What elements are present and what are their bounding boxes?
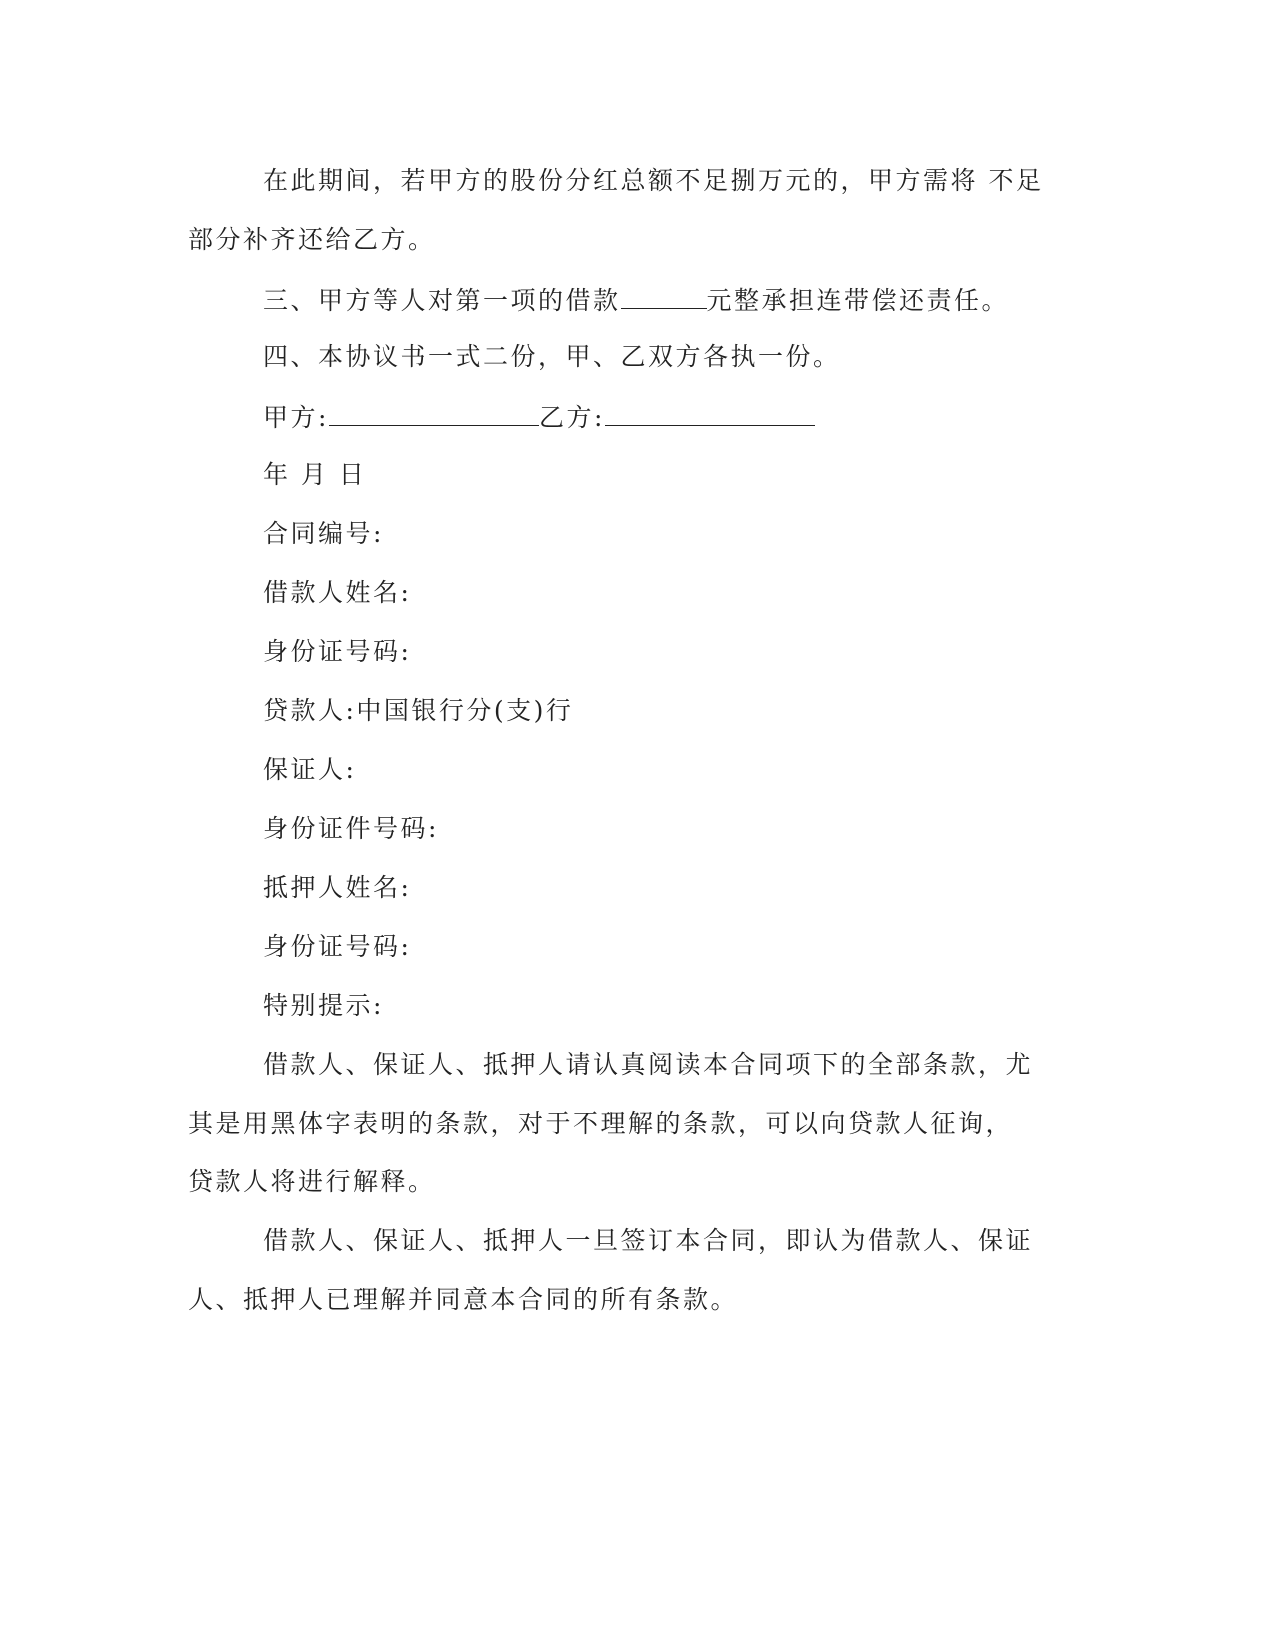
mortgagor-id-label: 身份证号码: [263,932,412,961]
amount-blank [621,284,707,309]
special-notice-heading: 特别提示: [263,991,384,1020]
paragraph-line: 其是用黑体字表明的条款，对于不理解的条款，可以向贷款人征询， [188,1109,1014,1138]
paragraph-line: 贷款人将进行解释。 [188,1167,436,1196]
mortgagor-name-label: 抵押人姓名: [263,873,412,902]
paragraph-line: 借款人、保证人、抵押人请认真阅读本合同项下的全部条款，尤 [263,1050,1034,1079]
paragraph-line: 在此期间，若甲方的股份分红总额不足捌万元的，甲方需将 不足 [263,166,1044,195]
clause-3-prefix: 三、甲方等人对第一项的借款 [263,286,621,315]
party-a-blank [329,401,539,426]
paragraph-line: 部分补齐还给乙方。 [188,225,436,254]
id-document-number-label: 身份证件号码: [263,814,439,843]
clause-3-suffix: 元整承担连带偿还责任。 [706,286,1010,315]
guarantor-label: 保证人: [263,755,357,784]
date-line: 年 月 日 [263,460,367,489]
party-b-label: 乙方: [538,403,605,432]
lender-label: 贷款人:中国银行分(支)行 [263,696,574,725]
paragraph-line: 人、抵押人已理解并同意本合同的所有条款。 [188,1285,739,1314]
party-a-label: 甲方: [263,403,329,432]
contract-number-label: 合同编号: [263,519,384,548]
paragraph-line: 借款人、保证人、抵押人一旦签订本合同，即认为借款人、保证 [263,1226,1034,1255]
signature-line [263,401,815,433]
borrower-name-label: 借款人姓名: [263,578,412,607]
clause-3-line [263,284,1009,316]
clause-4-line: 四、本协议书一式二份，甲、乙双方各执一份。 [263,342,841,371]
id-number-label: 身份证号码: [263,637,412,666]
party-b-blank [605,401,815,426]
